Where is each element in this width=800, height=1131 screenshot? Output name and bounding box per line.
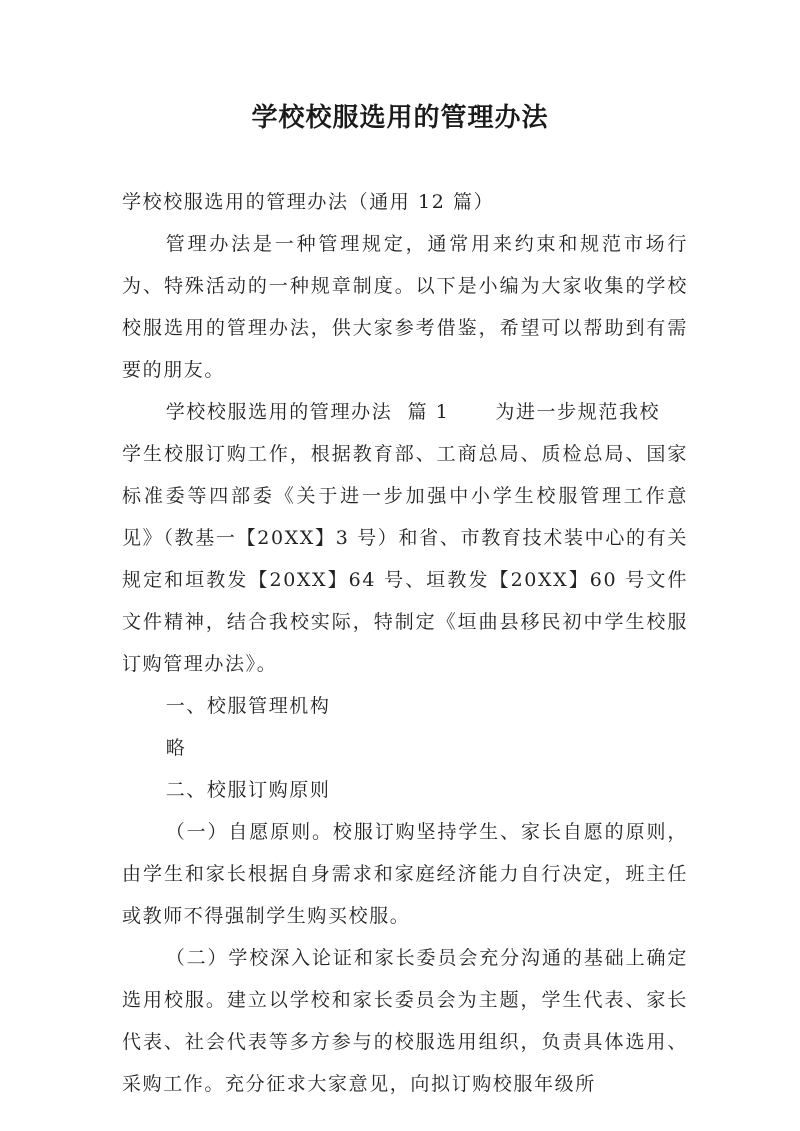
- article1-heading: 学校校服选用的管理办法 篇 1: [165, 401, 450, 423]
- section1-heading: 一、校服管理机构: [165, 695, 331, 717]
- article1-first-line: [122, 391, 688, 433]
- section2-heading: 二、校服订购原则: [165, 779, 331, 801]
- principle1-paragraph: （一）自愿原则。校服订购坚持学生、家长自愿的原则，由学生和家长根据自身需求和家庭经济能力自行决定，班主任或教师不得强制学生购买校服。: [122, 821, 688, 927]
- document-subtitle: 学校校服选用的管理办法（通用 12 篇）: [122, 191, 495, 213]
- section1-body: 略: [165, 737, 187, 759]
- document-title: 学校校服选用的管理办法: [251, 103, 549, 133]
- document-body: [122, 181, 688, 1105]
- article1-body: 学生校服订购工作，根据教育部、工商总局、质检总局、国家标准委等四部委《关于进一步加强中小学生校服管理工作意见》（教基一【20XX】3 号）和省、市教育技术装中心的有关规定和垣教发【20XX】64 号、垣教发【20XX】60 号文件文件精神，结合我校实际，特制定《垣曲县移民初中学生校服订购管理办法》。: [122, 443, 688, 675]
- principle2-paragraph: （二）学校深入论证和家长委员会充分沟通的基础上确定选用校服。建立以学校和家长委员会为主题，学生代表、家长代表、社会代表等多方参与的校服选用组织，负责具体选用、采购工作。充分征求大家意见，向拟订购校服年级所: [122, 947, 688, 1095]
- intro-paragraph: 管理办法是一种管理规定，通常用来约束和规范市场行为、特殊活动的一种规章制度。以下是小编为大家收集的学校校服选用的管理办法，供大家参考借鉴，希望可以帮助到有需要的朋友。: [122, 233, 688, 381]
- article1-lead: 为进一步规范我校: [495, 401, 661, 423]
